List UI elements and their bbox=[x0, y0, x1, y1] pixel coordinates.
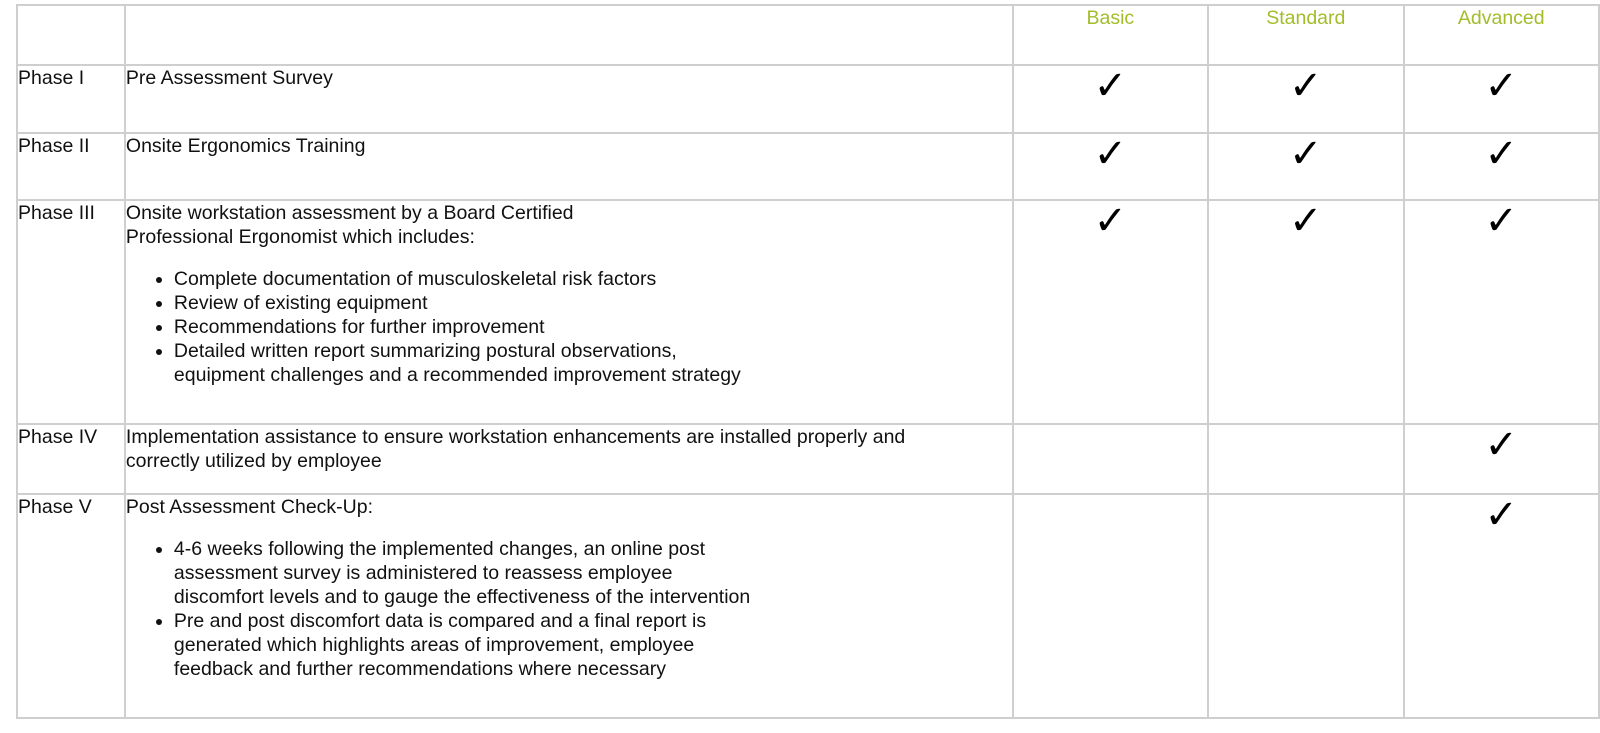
bullet-item bbox=[174, 315, 1012, 339]
phase-description bbox=[125, 494, 1013, 718]
table-row bbox=[17, 133, 1599, 200]
bullet-item bbox=[174, 537, 1012, 609]
check-icon: ✓ bbox=[1484, 422, 1519, 468]
tier-cell-basic bbox=[1013, 200, 1208, 424]
phase-label: Phase IV bbox=[17, 424, 125, 494]
phase-description bbox=[125, 65, 1013, 133]
bullet-line: discomfort levels and to gauge the effectiveness of the intervention bbox=[173, 586, 751, 608]
bullet-line: • Recommendations for further improvement bbox=[173, 316, 545, 338]
check-icon: ✓ bbox=[1484, 63, 1519, 109]
check-icon: ✓ bbox=[1289, 63, 1323, 109]
description-line: Pre Assessment Survey bbox=[125, 67, 333, 89]
bullet-line: equipment challenges and a recommended improvement strategy bbox=[173, 364, 741, 386]
check-icon: ✓ bbox=[1484, 131, 1519, 177]
check-icon: ✓ bbox=[1289, 198, 1323, 244]
bullet-item bbox=[174, 339, 1012, 387]
bullet-list bbox=[126, 267, 1012, 387]
table-row bbox=[17, 424, 1599, 494]
tier-cell-standard bbox=[1208, 424, 1403, 494]
tier-cell-advanced bbox=[1404, 200, 1599, 424]
phase-description bbox=[125, 200, 1013, 424]
tier-cell-advanced bbox=[1404, 494, 1599, 718]
description-line: Onsite Ergonomics Training bbox=[125, 135, 366, 157]
bullet-item bbox=[174, 291, 1012, 315]
tier-cell-basic bbox=[1013, 424, 1208, 494]
check-icon: ✓ bbox=[1484, 492, 1519, 538]
table-row bbox=[17, 200, 1599, 424]
description-line: Implementation assistance to ensure workstation enhancements are installed properly and bbox=[125, 426, 906, 448]
service-tier-table bbox=[16, 4, 1600, 719]
phase-label: Phase I bbox=[17, 65, 125, 133]
bullet-list bbox=[126, 537, 1012, 681]
tier-header-standard: Standard bbox=[1208, 5, 1403, 65]
bullet-line: generated which highlights areas of improvement, employee bbox=[173, 634, 695, 656]
tier-header-basic: Basic bbox=[1013, 5, 1208, 65]
bullet-line: • 4-6 weeks following the implemented changes, an online post bbox=[173, 538, 706, 560]
phase-header-cell bbox=[17, 5, 125, 65]
check-icon: ✓ bbox=[1093, 131, 1128, 177]
description-line: Onsite workstation assessment by a Board Certified bbox=[125, 202, 574, 224]
check-icon: ✓ bbox=[1093, 63, 1128, 109]
tier-cell-advanced bbox=[1404, 65, 1599, 133]
check-icon: ✓ bbox=[1289, 131, 1323, 177]
tier-cell-basic bbox=[1013, 133, 1208, 200]
bullet-line: • Complete documentation of musculoskeletal risk factors bbox=[173, 268, 657, 290]
phase-label: Phase II bbox=[17, 133, 125, 200]
tier-cell-advanced bbox=[1404, 424, 1599, 494]
bullet-item bbox=[174, 609, 1012, 681]
description-line: Professional Ergonomist which includes: bbox=[125, 226, 475, 248]
tier-cell-basic bbox=[1013, 65, 1208, 133]
tier-cell-standard bbox=[1208, 494, 1403, 718]
phase-label: Phase V bbox=[17, 494, 125, 718]
description-header-cell bbox=[125, 5, 1013, 65]
bullet-line: assessment survey is administered to reassess employee bbox=[173, 562, 673, 584]
check-icon: ✓ bbox=[1484, 198, 1519, 244]
phase-description bbox=[125, 133, 1013, 200]
tier-cell-standard bbox=[1208, 65, 1403, 133]
tier-cell-basic bbox=[1013, 494, 1208, 718]
description-line: correctly utilized by employee bbox=[125, 450, 382, 472]
bullet-line: feedback and further recommendations where necessary bbox=[173, 658, 667, 680]
bullet-line: • Detailed written report summarizing postural observations, bbox=[173, 340, 677, 362]
tier-cell-standard bbox=[1208, 133, 1403, 200]
table-row bbox=[17, 494, 1599, 718]
header-row bbox=[17, 5, 1599, 65]
tier-cell-advanced bbox=[1404, 133, 1599, 200]
check-icon: ✓ bbox=[1093, 198, 1128, 244]
tier-header-advanced: Advanced bbox=[1404, 5, 1599, 65]
table-row bbox=[17, 65, 1599, 133]
bullet-line: • Review of existing equipment bbox=[173, 292, 428, 314]
phase-description bbox=[125, 424, 1013, 494]
phase-label: Phase III bbox=[17, 200, 125, 424]
bullet-item bbox=[174, 267, 1012, 291]
tier-cell-standard bbox=[1208, 200, 1403, 424]
description-line: Post Assessment Check-Up: bbox=[125, 496, 373, 518]
bullet-line: • Pre and post discomfort data is compared and a final report is bbox=[173, 610, 707, 632]
